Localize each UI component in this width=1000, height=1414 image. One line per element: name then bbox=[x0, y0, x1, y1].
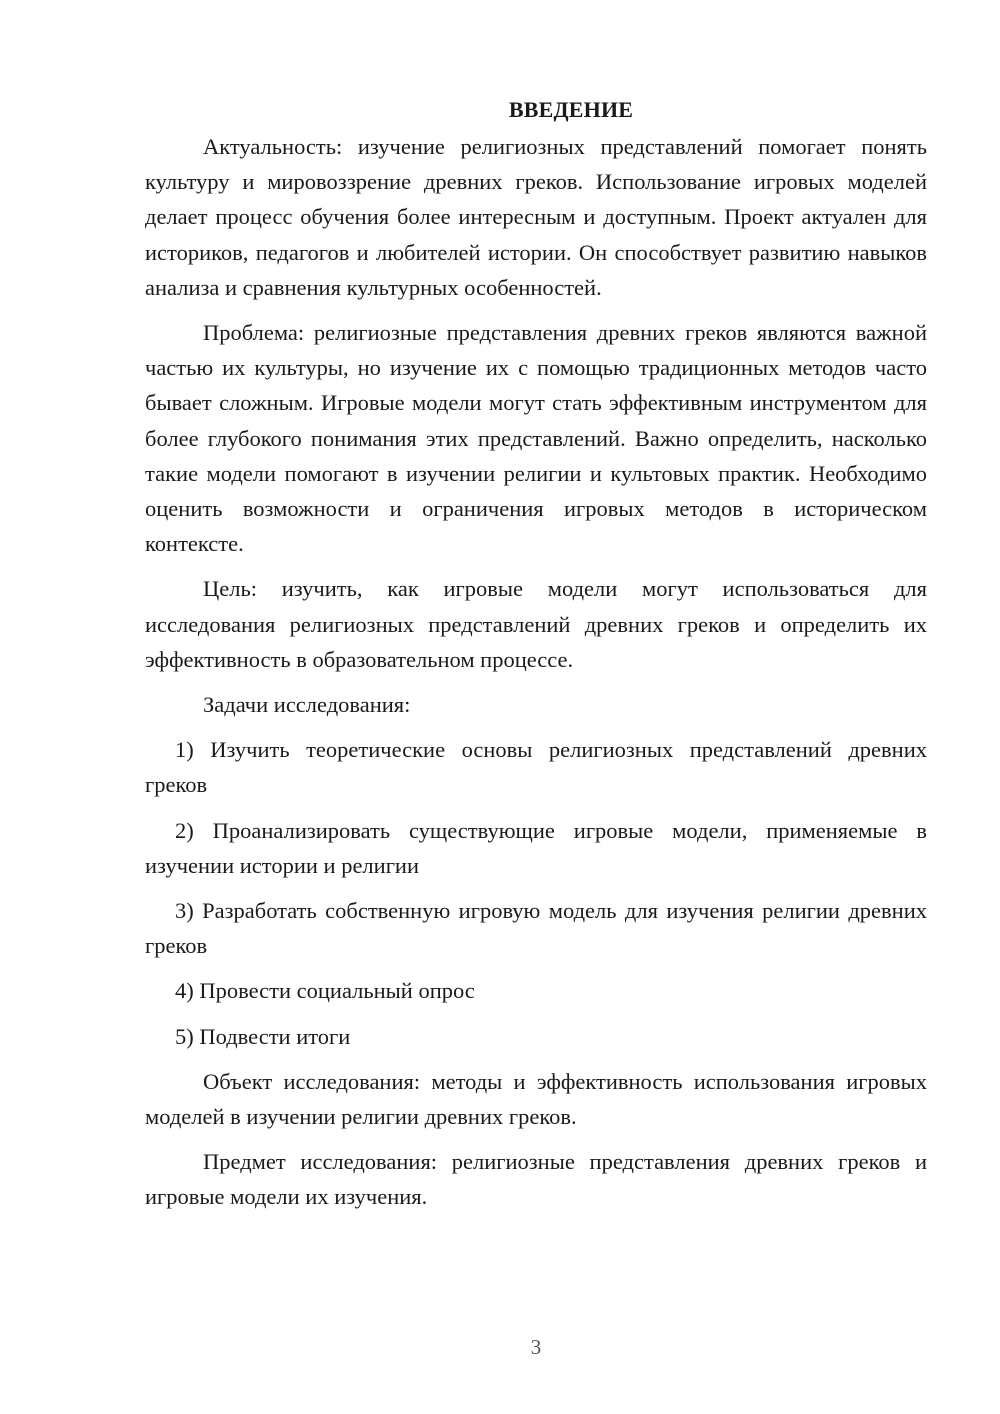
paragraph-relevance: Актуальность: изучение религиозных представлений помогает понять культуру и мировоззрение древних греков. Использование игровых моделей делает процесс обучения более интересным и доступным. Проект актуален для историков, педагогов и любителей истории. Он способствует развитию навыков анализа и сравнения культурных особенностей. bbox=[145, 134, 927, 300]
task-item-5: 5) Подвести итоги bbox=[175, 1023, 351, 1049]
task-item-3: 3) Разработать собственную игровую модель для изучения религии древних греков bbox=[145, 898, 927, 959]
paragraph-goal: Цель: изучить, как игровые модели могут использоваться для исследования религиозных представлений древних греков и определить их эффективность в образовательном процессе. bbox=[145, 576, 927, 672]
tasks-title: Задачи исследования: bbox=[203, 692, 411, 718]
document-page bbox=[145, 92, 927, 1215]
page-number: 3 bbox=[530, 1335, 542, 1359]
task-item-2: 2) Проанализировать существующие игровые модели, применяемые в изучении истории и религии bbox=[145, 817, 927, 878]
paragraph-problem: Проблема: религиозные представления древних греков являются важной частью их культуры, но изучение их с помощью традиционных методов часто бывает сложным. Игровые модели могут стать эффективным инструментом для более глубокого понимания этих представлений. Важно определить, насколько такие модели помогают в изучении религии и культовых практик. Необходимо оценить возможности и ограничения игровых методов в историческом контексте. bbox=[145, 320, 927, 557]
task-item-1: 1) Изучить теоретические основы религиозных представлений древних греков bbox=[145, 737, 927, 798]
section-heading: ВВЕДЕНИЕ bbox=[508, 97, 634, 122]
task-item-4: 4) Провести социальный опрос bbox=[175, 978, 475, 1004]
paragraph-subject: Предмет исследования: религиозные представления древних греков и игровые модели их изучения. bbox=[145, 1149, 927, 1210]
paragraph-object: Объект исследования: методы и эффективность использования игровых моделей в изучении религии древних греков. bbox=[145, 1068, 927, 1130]
